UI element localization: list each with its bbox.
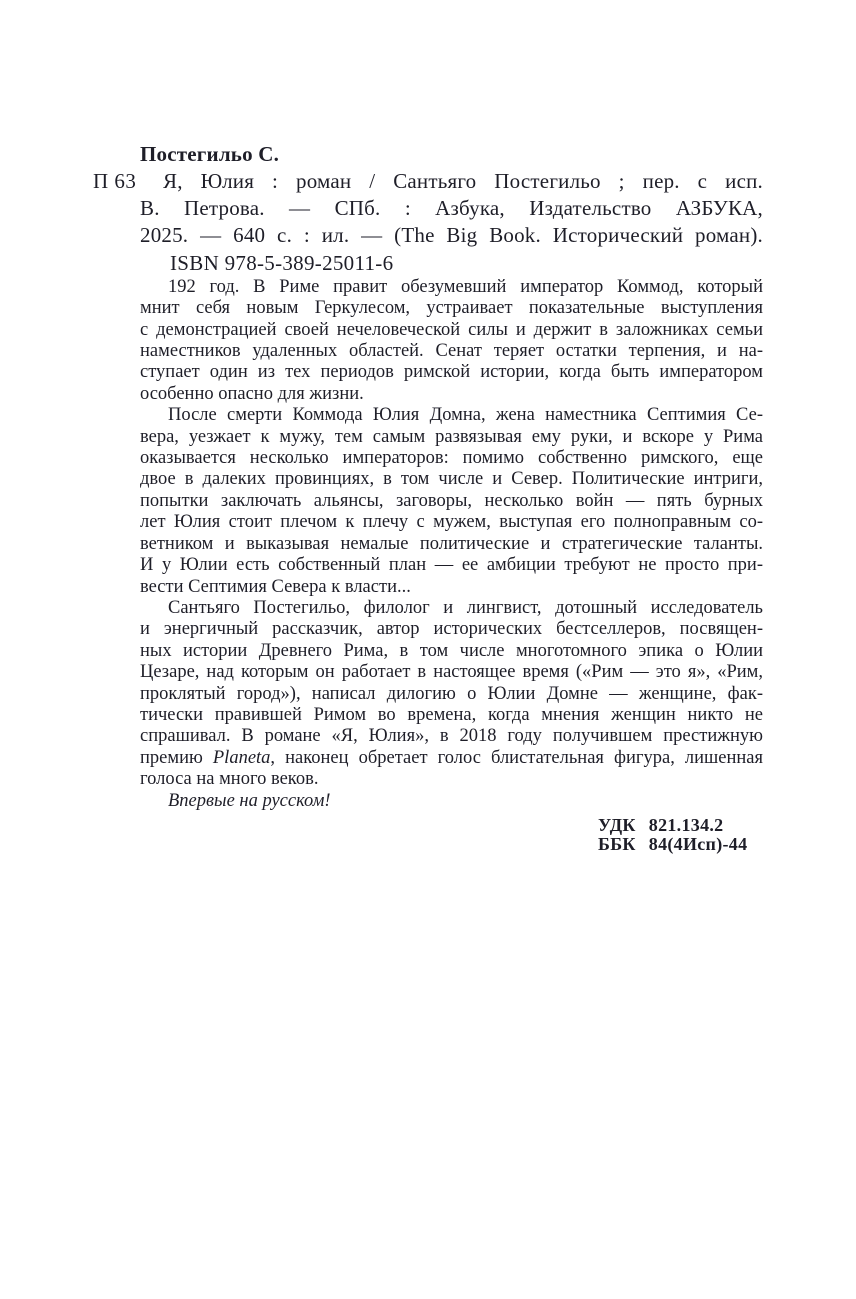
annotation-line: вести Септимия Севера к власти... [140,576,411,597]
annotation-line: мнит себя новым Геркулесом, устраивает показательные выступления [140,298,763,319]
bibliographic-record [93,168,763,277]
annotation-paragraph-1 [140,277,763,405]
annotation-line: тически правившей Римом во времена, когда мнения женщин никто не [140,704,763,725]
annotation-line: ступает один из тех периодов римской истории, когда быть императором [140,362,763,383]
author-heading: Постегильо С. [140,142,280,166]
annotation-line: проклятый город»), написал дилогию о Юлии Домне — женщине, фак- [140,683,763,704]
annotation-line: ных истории Древнего Рима, в том числе многотомного эпика о Юлии [140,640,763,661]
annotation-line: особенно опасно для жизни. [140,383,364,404]
annotation-line: 192 год. В Риме правит обезумевший император Коммод, который [168,276,763,297]
annotation-line: попытки заключать альянсы, заговоры, несколько войн — пять бурных [140,490,763,511]
catalog-card-block [93,140,763,855]
annotation-line: вера, уезжает к мужу, тем самым развязывая ему руки, и вскоре у Рима [140,426,763,447]
udk-label: УДК [598,814,636,835]
annotation-text: , наконец обретает голос блистательная фигура, лишенная [270,747,763,768]
annotation-text: премию [140,747,213,768]
annotation-line: Цезаре, над которым он работает в настоящее время («Рим — это я», «Рим, [140,662,763,683]
bbk-value: 84(4Исп)-44 [648,834,748,855]
annotation-line: с демонстрацией своей нечеловеческой силы и держит в заложниках семьи [140,319,763,340]
annotation-line: лет Юлия стоит плечом к плечу с мужем, выступая его полноправным со- [140,512,763,533]
annotation-line: и энергичный рассказчик, автор исторических бестселлеров, посвящен- [140,619,763,640]
first-time-in-russian-note: Впервые на русском! [168,790,331,811]
annotation-line: спрашивал. В романе «Я, Юлия», в 2018 году получившем престижную [140,726,763,747]
library-index-code: П 63 [93,169,137,193]
bib-line: 2025. — 640 с. : ил. — (The Big Book. Исторический роман). [140,223,763,248]
annotation-line: оказывается несколько императоров: помимо собственно римского, еще [140,448,763,469]
annotation-line: Сантьяго Постегильо, филолог и лингвист, дотошный исследователь [168,597,763,618]
annotation-paragraph-2 [140,405,763,598]
annotation-line: ветником и выказывая немалые политические и стратегические таланты. [140,533,763,554]
udk-value: 821.134.2 [648,814,724,835]
bib-line: В. Петрова. — СПб. : Азбука, Издательство АЗБУКА, [140,196,763,221]
annotation-line: голоса на много веков. [140,769,319,790]
bib-line: Я, Юлия : роман / Сантьяго Постегильо ; пер. с исп. [163,169,763,193]
classification-codes [598,816,763,855]
annotation-line: наместников удаленных областей. Сенат теряет остатки терпения, и на- [140,341,763,362]
annotation-line: двое в далеких провинциях, в том числе и Север. Политические интриги, [140,469,763,490]
bbk-label: ББК [598,834,636,855]
annotation-line [140,748,763,769]
isbn: ISBN 978-5-389-25011-6 [170,250,394,275]
annotation-line: После смерти Коммода Юлия Домна, жена наместника Септимия Се- [168,405,763,426]
annotation-paragraph-3 [140,598,763,791]
annotation-line: И у Юлии есть собственный план — ее амбиции требуют не просто при- [140,555,763,576]
award-name-italic: Planeta [212,747,271,768]
